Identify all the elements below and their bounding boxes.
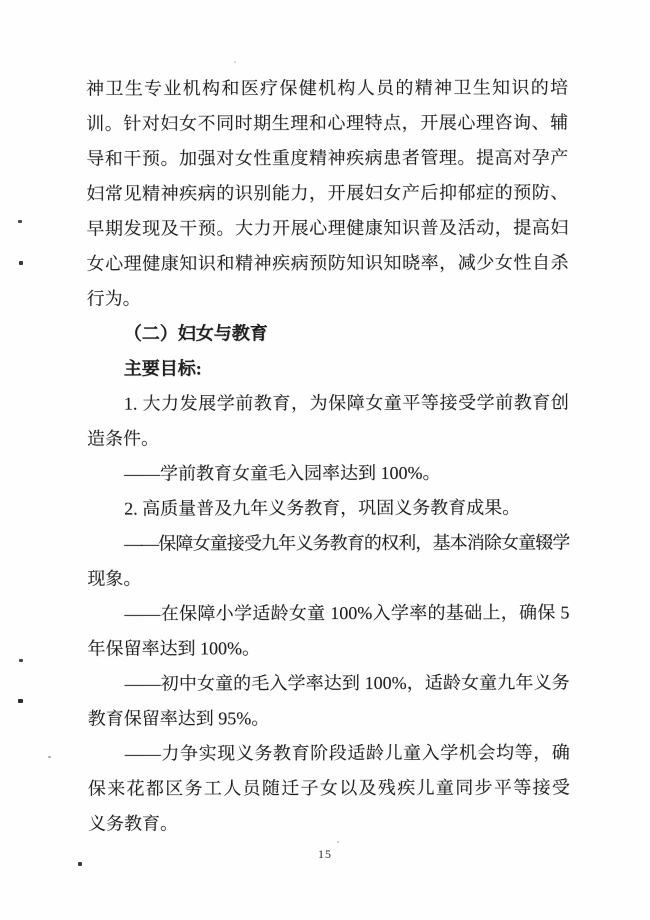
text-line: 义务教育。	[87, 813, 178, 834]
text-line: 早期发现及干预。大力开展心理健康知识普及活动，提高妇	[86, 217, 569, 239]
paragraph	[87, 595, 569, 666]
text-line: 现象。	[87, 568, 142, 589]
paragraph	[86, 70, 569, 316]
paragraph	[88, 665, 570, 736]
text-line: 造条件。	[86, 428, 159, 449]
text-line: 妇常见精神疾病的识别能力，开展妇女产后抑郁症的预防、	[86, 182, 569, 204]
text-line: 1. 大力发展学前教育，为保障女童平等接受学前教育创	[123, 392, 569, 414]
text-line: 神卫生专业机构和医疗保健机构人员的精神卫生知识的培	[86, 77, 569, 99]
text-block	[86, 70, 570, 841]
scan-speck	[18, 699, 23, 703]
paragraph	[88, 735, 570, 841]
scan-speck	[78, 862, 82, 866]
text-line: ——在保障小学适龄女童 100%入学率的基础上，确保 5	[124, 602, 570, 624]
scan-speck	[19, 659, 23, 662]
scan-speck	[234, 61, 236, 63]
paragraph	[87, 385, 569, 456]
page-number: 15	[318, 847, 332, 861]
scan-speck	[19, 261, 23, 265]
scan-speck	[337, 841, 339, 843]
text-line: ——力争实现义务教育阶段适龄儿童入学机会均等，确	[124, 742, 570, 764]
text-line: ——初中女童的毛入学率达到 100%，适龄女童九年义务	[124, 672, 570, 694]
text-line: 教育保留率达到 95%。	[87, 708, 270, 729]
text-line: 导和干预。加强对女性重度精神疾病患者管理。提高对孕产	[86, 147, 569, 169]
text-line: 年保留率达到 100%。	[87, 638, 261, 659]
text-line: ——学前教育女童毛入园率达到 100%。	[124, 462, 441, 484]
text-line: 主要目标:	[123, 358, 202, 379]
text-line: 女心理健康知识和精神疾病预防知识知晓率，减少女性自杀	[86, 252, 569, 274]
section-heading	[87, 350, 569, 386]
text-line: 行为。	[86, 288, 141, 309]
text-line: 保来花都区务工人员随迁子女以及残疾儿童同步平等接受	[87, 777, 570, 799]
text-line: 2. 高质量普及九年义务教育，巩固义务教育成果。	[124, 497, 521, 519]
section-heading	[87, 315, 569, 351]
paragraph	[87, 490, 569, 526]
text-line: ——保障女童接受九年义务教育的权利，基本消除女童辍学	[124, 532, 570, 554]
paragraph	[87, 525, 569, 596]
scan-speck	[18, 220, 22, 223]
scan-speck	[48, 756, 51, 758]
text-line: 训。针对妇女不同时期生理和心理特点，开展心理咨询、辅	[86, 112, 569, 134]
text-line: （二）妇女与教育	[123, 323, 268, 344]
paragraph	[87, 455, 569, 491]
